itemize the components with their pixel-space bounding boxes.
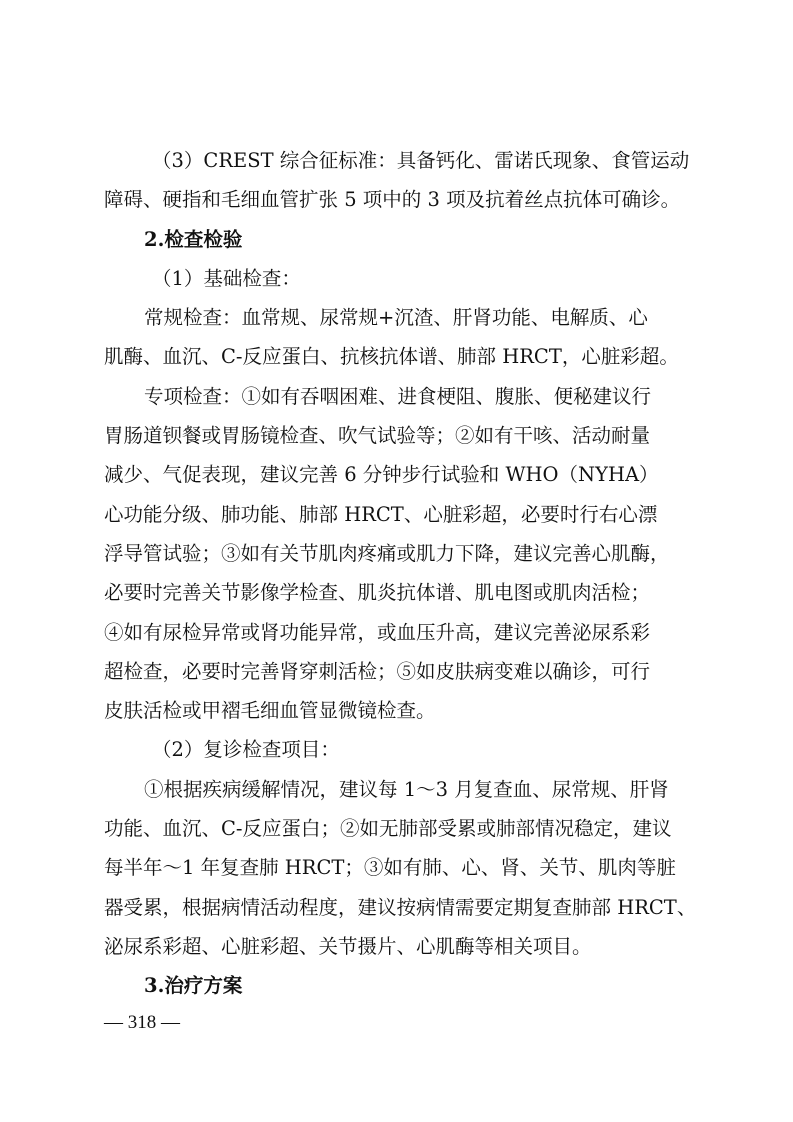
heading-text: 2.检查检验	[144, 227, 243, 251]
paragraph-line	[104, 337, 690, 376]
line-text: 浮导管试验；③如有关节肌肉疼痛或肌力下降，建议完善心肌酶，	[104, 541, 670, 565]
paragraph-line	[104, 416, 690, 455]
line-text: 泌尿系彩超、心脏彩超、关节摄片、心肌酶等相关项目。	[104, 934, 592, 958]
paragraph-line	[104, 377, 690, 416]
line-text: ①根据疾病缓解情况，建议每 1～3 月复查血、尿常规、肝肾	[144, 777, 669, 801]
section-heading	[104, 966, 690, 1005]
paragraph-line	[104, 809, 690, 848]
line-text: 每半年～1 年复查肺 HRCT；③如有肺、心、肾、关节、肌肉等脏	[104, 856, 676, 880]
paragraph-line	[104, 848, 690, 887]
paragraph-line	[104, 573, 690, 612]
line-text: 皮肤活检或甲褶毛细血管显微镜检查。	[104, 699, 436, 723]
line-text: 肌酶、血沉、C-反应蛋白、抗核抗体谱、肺部 HRCT，心脏彩超。	[104, 345, 679, 369]
paragraph-line	[104, 534, 690, 573]
line-text: 专项检查：①如有吞咽困难、进食梗阻、腹胀、便秘建议行	[144, 384, 652, 408]
paragraph-line	[104, 141, 690, 180]
line-text: （3）CREST 综合征标准：具备钙化、雷诺氏现象、食管运动	[152, 149, 690, 172]
line-text: 胃肠道钡餐或胃肠镜检查、吹气试验等；②如有干咳、活动耐量	[104, 424, 651, 448]
subsection-heading	[104, 259, 690, 298]
paragraph-line	[104, 298, 690, 337]
line-text: 障碍、硬指和毛细血管扩张 5 项中的 3 项及抗着丝点抗体可确诊。	[104, 188, 681, 212]
paragraph-line	[104, 180, 690, 219]
paragraph-line	[104, 613, 690, 652]
paragraph-line	[104, 927, 690, 966]
line-text: 必要时完善关节影像学检查、肌炎抗体谱、肌电图或肌肉活检；	[104, 581, 651, 605]
line-text: 器受累，根据病情活动程度，建议按病情需要定期复查肺部 HRCT、	[104, 895, 697, 919]
line-text: 常规检查：血常规、尿常规+沉渣、肝肾功能、电解质、心	[144, 306, 648, 330]
paragraph-line	[104, 495, 690, 534]
line-text: 功能、血沉、C-反应蛋白；②如无肺部受累或肺部情况稳定，建议	[104, 817, 672, 841]
line-text: 减少、气促表现，建议完善 6 分钟步行试验和 WHO（NYHA）	[104, 463, 659, 487]
line-text: ④如有尿检异常或肾功能异常，或血压升高，建议完善泌尿系彩	[104, 620, 651, 644]
heading-text: 3.治疗方案	[144, 974, 243, 998]
paragraph-line	[104, 652, 690, 691]
line-text: （1）基础检查：	[152, 266, 301, 290]
subsection-heading	[104, 730, 690, 769]
paragraph-line	[104, 455, 690, 494]
page-number: — 318 —	[104, 1012, 180, 1033]
paragraph-line	[104, 770, 690, 809]
document-body	[104, 141, 697, 1006]
line-text: 超检查，必要时完善肾穿刺活检；⑤如皮肤病变难以确诊，可行	[104, 659, 651, 683]
section-heading	[104, 220, 690, 259]
line-text: 心功能分级、肺功能、肺部 HRCT、心脏彩超，必要时行右心漂	[104, 502, 658, 526]
paragraph-line	[104, 888, 697, 927]
line-text: （2）复诊检查项目：	[152, 738, 340, 762]
paragraph-line	[104, 691, 690, 730]
